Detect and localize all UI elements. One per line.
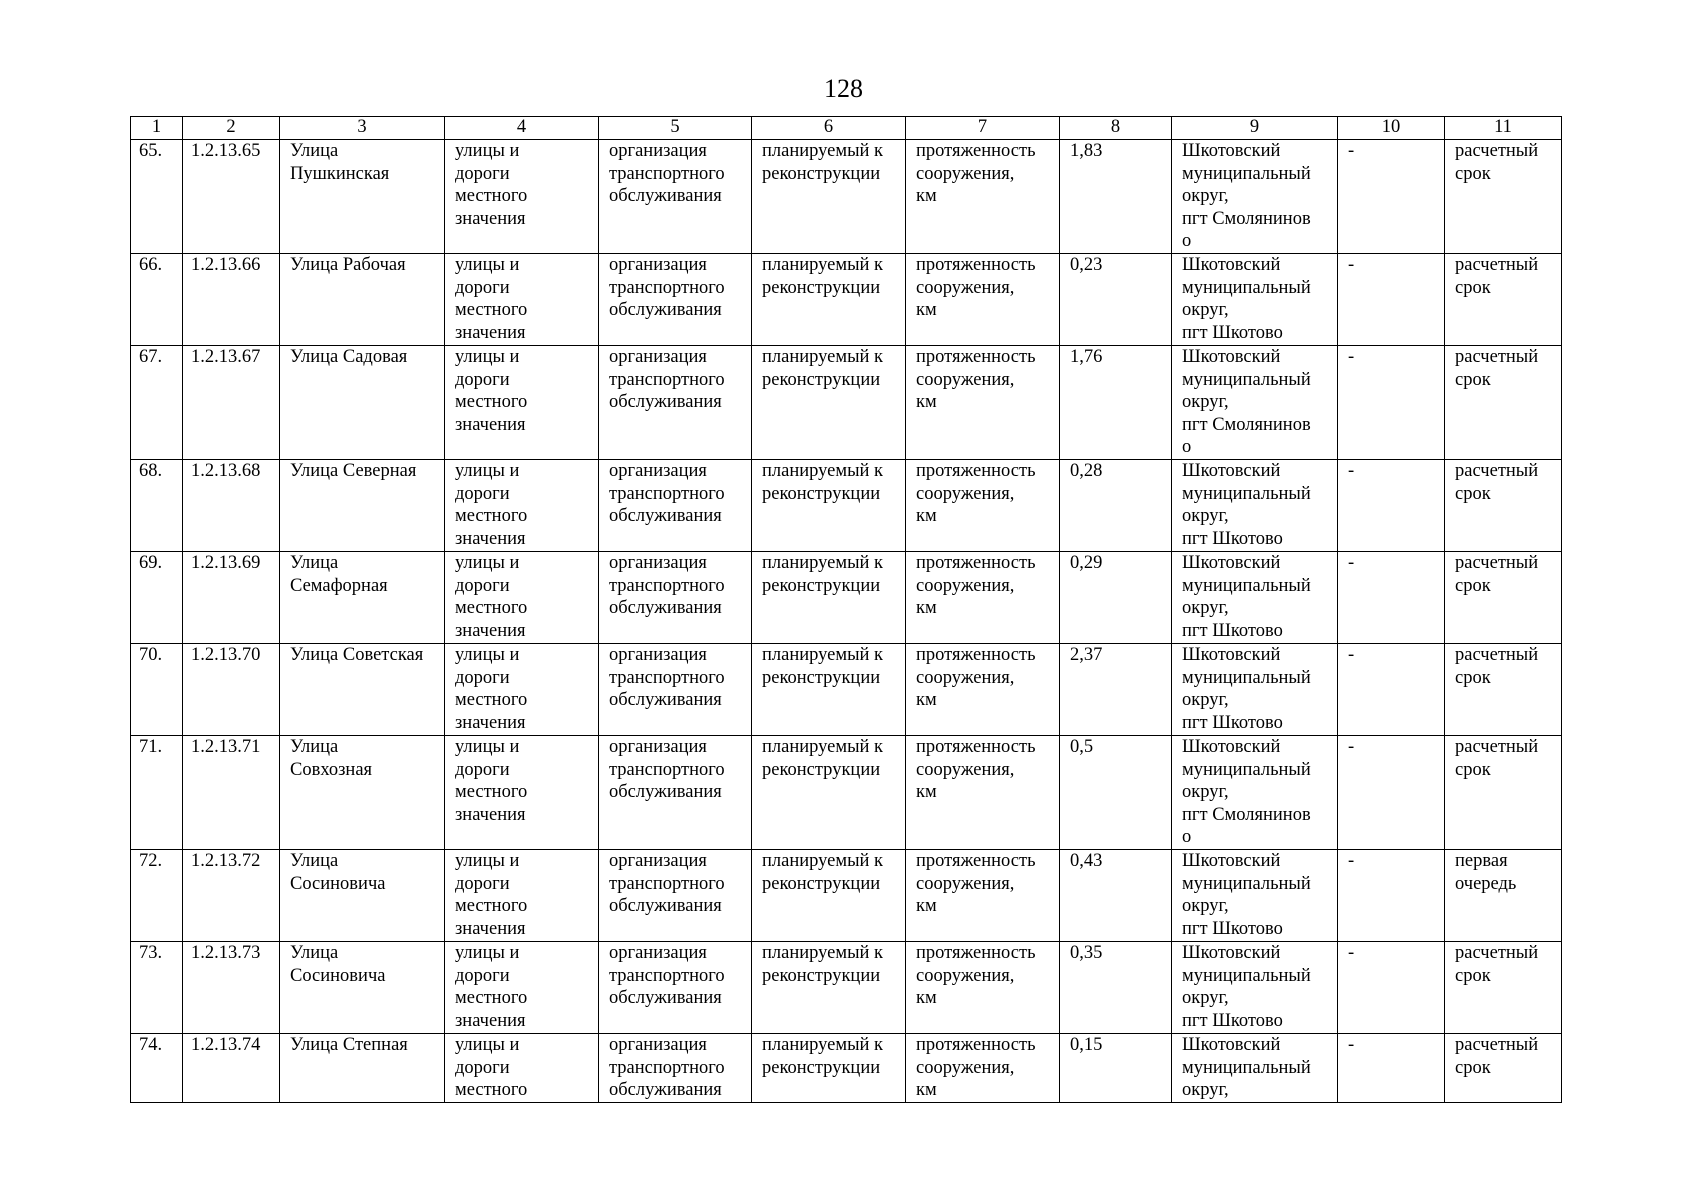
object-characteristic: протяженность сооружения, км <box>906 254 1060 346</box>
object-purpose: организация транспортного обслуживания <box>599 942 752 1034</box>
row-number: 66. <box>131 254 183 346</box>
object-characteristic: протяженность сооружения, км <box>906 644 1060 736</box>
object-value: 0,23 <box>1060 254 1172 346</box>
object-code: 1.2.13.69 <box>183 552 280 644</box>
object-category: улицы и дороги местного значения <box>445 850 599 942</box>
object-zone: - <box>1338 1034 1445 1103</box>
object-term: расчетный срок <box>1445 140 1562 254</box>
object-code: 1.2.13.74 <box>183 1034 280 1103</box>
object-status: планируемый к реконструкции <box>752 460 906 552</box>
object-code: 1.2.13.66 <box>183 254 280 346</box>
object-code: 1.2.13.67 <box>183 346 280 460</box>
object-category: улицы и дороги местного значения <box>445 942 599 1034</box>
table-row <box>131 1034 1562 1103</box>
object-value: 0,35 <box>1060 942 1172 1034</box>
table-row <box>131 736 1562 850</box>
table-row <box>131 552 1562 644</box>
object-location: Шкотовский муниципальный округ, пгт Шкотово <box>1172 460 1338 552</box>
object-zone: - <box>1338 254 1445 346</box>
object-term: первая очередь <box>1445 850 1562 942</box>
row-number: 73. <box>131 942 183 1034</box>
object-purpose: организация транспортного обслуживания <box>599 644 752 736</box>
object-characteristic: протяженность сооружения, км <box>906 736 1060 850</box>
object-code: 1.2.13.70 <box>183 644 280 736</box>
object-term: расчетный срок <box>1445 346 1562 460</box>
object-name: Улица Советская <box>280 644 445 736</box>
column-number: 6 <box>752 117 906 140</box>
table-row <box>131 254 1562 346</box>
object-value: 0,29 <box>1060 552 1172 644</box>
object-characteristic: протяженность сооружения, км <box>906 460 1060 552</box>
object-term: расчетный срок <box>1445 1034 1562 1103</box>
object-value: 0,5 <box>1060 736 1172 850</box>
object-characteristic: протяженность сооружения, км <box>906 1034 1060 1103</box>
object-category: улицы и дороги местного значения <box>445 644 599 736</box>
object-value: 0,28 <box>1060 460 1172 552</box>
object-category: улицы и дороги местного значения <box>445 736 599 850</box>
table-row <box>131 942 1562 1034</box>
row-number: 74. <box>131 1034 183 1103</box>
object-name: Улица Пушкинская <box>280 140 445 254</box>
object-status: планируемый к реконструкции <box>752 942 906 1034</box>
object-status: планируемый к реконструкции <box>752 850 906 942</box>
table-row <box>131 460 1562 552</box>
column-number: 2 <box>183 117 280 140</box>
object-term: расчетный срок <box>1445 736 1562 850</box>
row-number: 65. <box>131 140 183 254</box>
object-zone: - <box>1338 736 1445 850</box>
page-number: 128 <box>824 74 863 103</box>
table-row <box>131 346 1562 460</box>
object-name: Улица Семафорная <box>280 552 445 644</box>
object-term: расчетный срок <box>1445 460 1562 552</box>
object-category: улицы и дороги местного <box>445 1034 599 1103</box>
object-category: улицы и дороги местного значения <box>445 254 599 346</box>
object-purpose: организация транспортного обслуживания <box>599 140 752 254</box>
object-name: Улица Совхозная <box>280 736 445 850</box>
row-number: 69. <box>131 552 183 644</box>
object-zone: - <box>1338 460 1445 552</box>
object-purpose: организация транспортного обслуживания <box>599 850 752 942</box>
object-code: 1.2.13.72 <box>183 850 280 942</box>
column-number: 4 <box>445 117 599 140</box>
object-zone: - <box>1338 850 1445 942</box>
object-location: Шкотовский муниципальный округ, пгт Шкотово <box>1172 942 1338 1034</box>
object-location: Шкотовский муниципальный округ, пгт Смолянинов о <box>1172 736 1338 850</box>
object-category: улицы и дороги местного значения <box>445 140 599 254</box>
column-number: 7 <box>906 117 1060 140</box>
object-name: Улица Степная <box>280 1034 445 1103</box>
object-location: Шкотовский муниципальный округ, <box>1172 1034 1338 1103</box>
column-number: 11 <box>1445 117 1562 140</box>
object-status: планируемый к реконструкции <box>752 644 906 736</box>
object-location: Шкотовский муниципальный округ, пгт Шкотово <box>1172 644 1338 736</box>
object-name: Улица Садовая <box>280 346 445 460</box>
column-number: 9 <box>1172 117 1338 140</box>
object-status: планируемый к реконструкции <box>752 254 906 346</box>
object-location: Шкотовский муниципальный округ, пгт Шкотово <box>1172 850 1338 942</box>
object-value: 1,76 <box>1060 346 1172 460</box>
object-term: расчетный срок <box>1445 942 1562 1034</box>
object-purpose: организация транспортного обслуживания <box>599 1034 752 1103</box>
object-purpose: организация транспортного обслуживания <box>599 346 752 460</box>
row-number: 70. <box>131 644 183 736</box>
object-term: расчетный срок <box>1445 644 1562 736</box>
object-value: 2,37 <box>1060 644 1172 736</box>
object-code: 1.2.13.71 <box>183 736 280 850</box>
object-location: Шкотовский муниципальный округ, пгт Смолянинов о <box>1172 140 1338 254</box>
objects-table <box>130 116 1562 1103</box>
object-status: планируемый к реконструкции <box>752 1034 906 1103</box>
object-characteristic: протяженность сооружения, км <box>906 850 1060 942</box>
object-term: расчетный срок <box>1445 254 1562 346</box>
object-location: Шкотовский муниципальный округ, пгт Шкотово <box>1172 254 1338 346</box>
table-row <box>131 140 1562 254</box>
object-purpose: организация транспортного обслуживания <box>599 254 752 346</box>
object-status: планируемый к реконструкции <box>752 736 906 850</box>
object-characteristic: протяженность сооружения, км <box>906 552 1060 644</box>
object-status: планируемый к реконструкции <box>752 140 906 254</box>
object-purpose: организация транспортного обслуживания <box>599 552 752 644</box>
column-number-row <box>131 117 1562 140</box>
object-code: 1.2.13.65 <box>183 140 280 254</box>
object-zone: - <box>1338 942 1445 1034</box>
column-number: 1 <box>131 117 183 140</box>
object-name: Улица Сосиновича <box>280 942 445 1034</box>
row-number: 67. <box>131 346 183 460</box>
object-characteristic: протяженность сооружения, км <box>906 140 1060 254</box>
object-term: расчетный срок <box>1445 552 1562 644</box>
table-row <box>131 644 1562 736</box>
column-number: 10 <box>1338 117 1445 140</box>
object-status: планируемый к реконструкции <box>752 552 906 644</box>
object-location: Шкотовский муниципальный округ, пгт Смолянинов о <box>1172 346 1338 460</box>
object-value: 0,15 <box>1060 1034 1172 1103</box>
object-status: планируемый к реконструкции <box>752 346 906 460</box>
object-purpose: организация транспортного обслуживания <box>599 736 752 850</box>
object-category: улицы и дороги местного значения <box>445 460 599 552</box>
object-zone: - <box>1338 644 1445 736</box>
object-zone: - <box>1338 552 1445 644</box>
row-number: 68. <box>131 460 183 552</box>
object-purpose: организация транспортного обслуживания <box>599 460 752 552</box>
column-number: 3 <box>280 117 445 140</box>
object-category: улицы и дороги местного значения <box>445 552 599 644</box>
object-characteristic: протяженность сооружения, км <box>906 346 1060 460</box>
object-zone: - <box>1338 140 1445 254</box>
object-characteristic: протяженность сооружения, км <box>906 942 1060 1034</box>
object-name: Улица Рабочая <box>280 254 445 346</box>
object-name: Улица Северная <box>280 460 445 552</box>
object-value: 0,43 <box>1060 850 1172 942</box>
object-value: 1,83 <box>1060 140 1172 254</box>
object-category: улицы и дороги местного значения <box>445 346 599 460</box>
object-location: Шкотовский муниципальный округ, пгт Шкотово <box>1172 552 1338 644</box>
object-code: 1.2.13.73 <box>183 942 280 1034</box>
object-name: Улица Сосиновича <box>280 850 445 942</box>
table-row <box>131 850 1562 942</box>
row-number: 72. <box>131 850 183 942</box>
column-number: 8 <box>1060 117 1172 140</box>
object-code: 1.2.13.68 <box>183 460 280 552</box>
column-number: 5 <box>599 117 752 140</box>
row-number: 71. <box>131 736 183 850</box>
object-zone: - <box>1338 346 1445 460</box>
